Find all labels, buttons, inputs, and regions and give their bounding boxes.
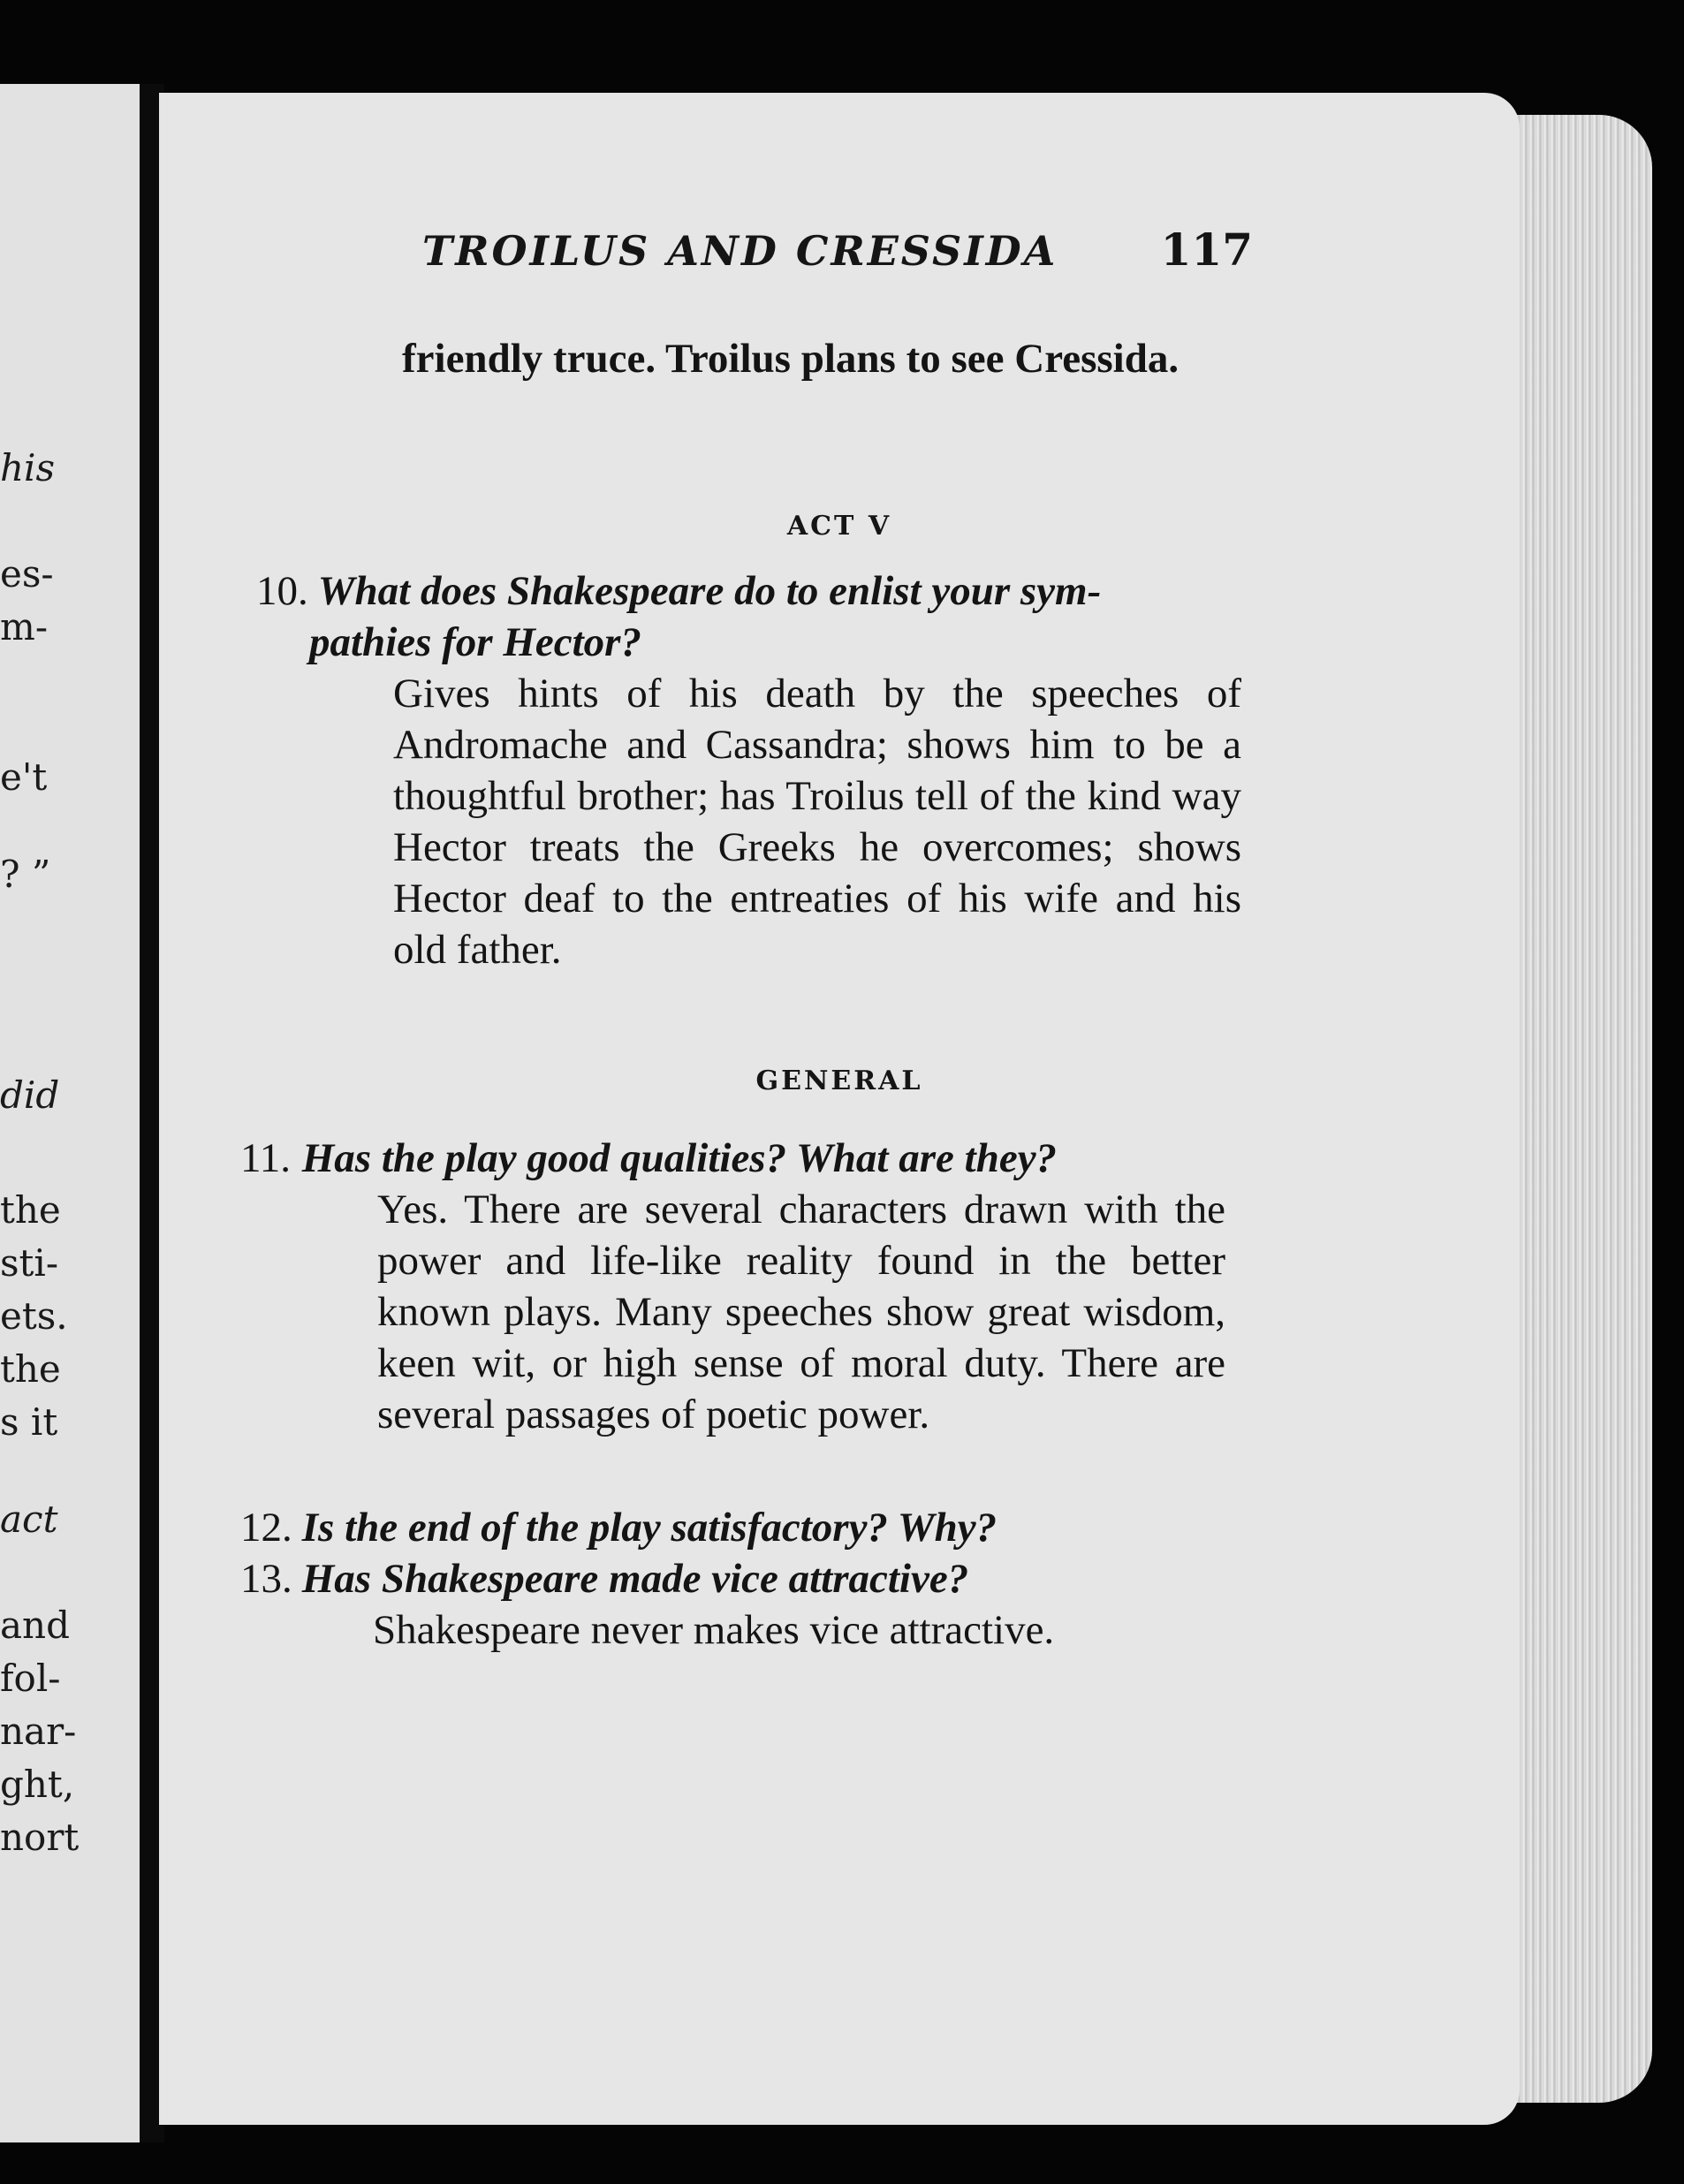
- page-header: [422, 224, 1253, 276]
- right-page: [159, 93, 1520, 2125]
- answer-text: Yes. There are several characters drawn with the power and life-like reality found in the better known plays. Many speeches show great wisdom, keen wit, or high sense of moral duty. There are several passages of poetic power.: [377, 1187, 1225, 1437]
- question-text: Has Shakespeare made vice attractive?: [301, 1556, 969, 1602]
- question-12: [240, 1502, 1239, 1553]
- left-page-edge: [0, 84, 146, 2142]
- question-number: 13.: [240, 1556, 292, 1602]
- left-fragment: e't: [0, 755, 48, 799]
- left-fragment: ets.: [0, 1294, 68, 1338]
- question-text: What does Shakespeare do to enlist your sym-: [317, 568, 1102, 614]
- answer-text: Shakespeare never makes vice attractive.: [373, 1607, 1055, 1653]
- left-fragment: the: [0, 1347, 61, 1391]
- left-fragment: nort: [0, 1816, 80, 1859]
- left-fragment: act: [0, 1498, 58, 1541]
- question-text: Has the play good qualities? What are they?: [301, 1135, 1058, 1181]
- question-number: 11.: [240, 1135, 292, 1181]
- left-fragment: m-: [0, 605, 49, 648]
- question-11: [240, 1133, 1239, 1440]
- running-head: TROILUS AND CRESSIDA: [422, 227, 1058, 275]
- answer-text: Gives hints of his death by the speeches of Andromache and Cassandra; shows him to be a thoughtful brother; has Troilus tell of the kind way Hector treats the Greeks he overcomes; shows Hector deaf to the entreaties of his wife and his old father.: [393, 671, 1241, 973]
- question-number: 12.: [240, 1505, 292, 1551]
- section-heading-act-v: ACT V: [786, 511, 892, 542]
- section-heading-general: GENERAL: [755, 1065, 923, 1096]
- left-fragment: fol-: [0, 1657, 61, 1700]
- left-fragment: did: [0, 1073, 60, 1117]
- left-fragment: the: [0, 1188, 61, 1232]
- question-number: 10.: [256, 568, 308, 614]
- question-13: [240, 1553, 1239, 1656]
- left-fragment: es-: [0, 552, 54, 595]
- question-10: [256, 565, 1246, 975]
- left-fragment: his: [0, 446, 56, 489]
- left-fragment: ght,: [0, 1763, 75, 1806]
- left-fragment: s it: [0, 1400, 58, 1444]
- page-number: 117: [1160, 224, 1253, 276]
- left-fragment: and: [0, 1604, 70, 1647]
- left-fragment: nar-: [0, 1710, 77, 1753]
- continuation-paragraph: friendly truce. Troilus plans to see Cressida.: [402, 336, 1180, 382]
- question-text: Is the end of the play satisfactory? Why?: [301, 1505, 998, 1551]
- question-text-continued: pathies for Hector?: [309, 619, 641, 665]
- left-fragment: sti-: [0, 1241, 59, 1285]
- left-fragment: ? ”: [0, 853, 51, 896]
